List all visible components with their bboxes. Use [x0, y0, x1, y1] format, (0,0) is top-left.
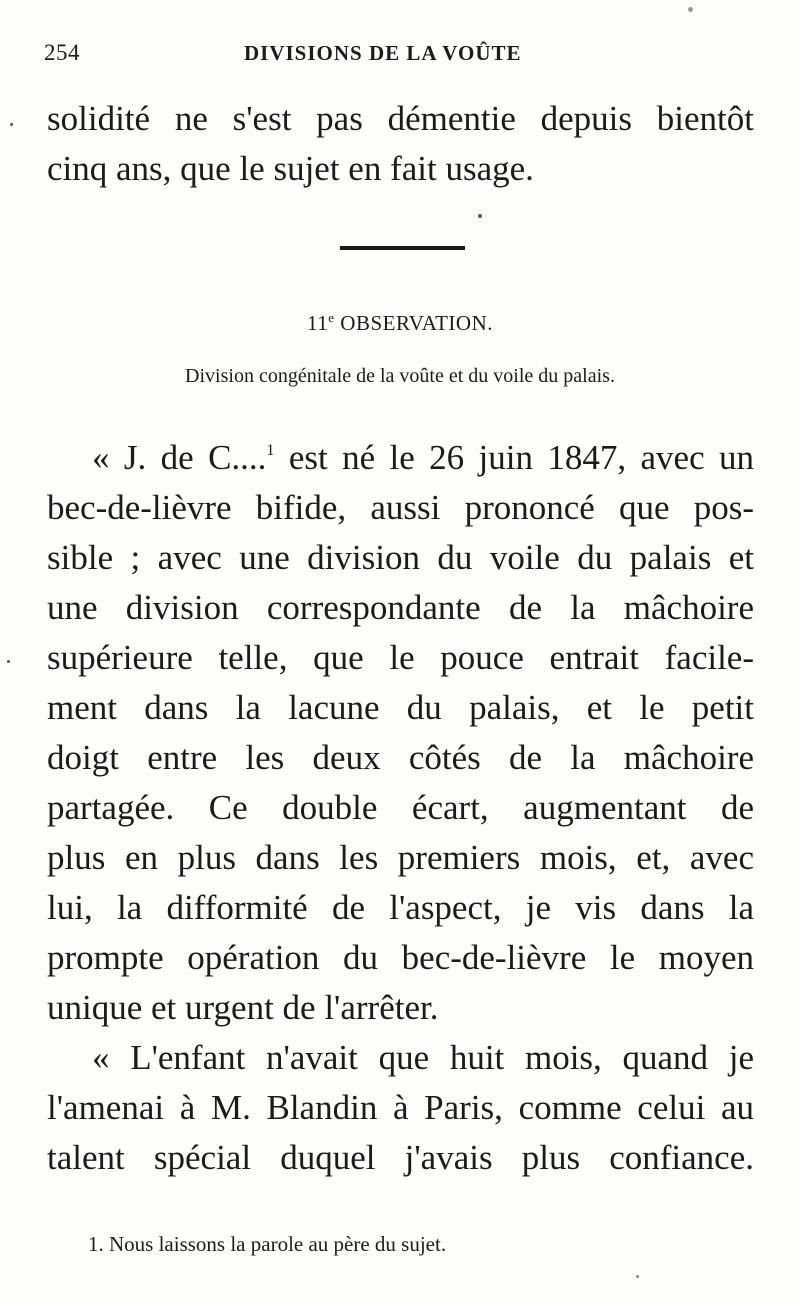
observation-subtitle: Division congénitale de la voûte et du voile du palais.	[185, 365, 615, 387]
running-title: DIVISIONS DE LA VOÛTE	[244, 41, 522, 65]
observation-number-suffix: e	[328, 310, 335, 325]
paragraph-1-opening-rest: est né le 26 juin 1847, avec un	[288, 438, 755, 477]
observation-heading	[0, 310, 800, 336]
paragraph-1-line: doigt entre les deux côtés de la mâchoire	[47, 738, 754, 777]
paragraph-1-line: lui, la difformité de l'aspect, je vis dans la	[47, 888, 754, 927]
paragraph-2-line: « L'enfant n'avait que huit mois, quand je	[92, 1038, 754, 1077]
observation-title: OBSERVATION.	[340, 311, 493, 335]
paragraph-1-line: une division correspondante de la mâchoire	[47, 588, 754, 627]
paragraph-1-line: bec-de-lièvre bifide, aussi prononcé que pos-	[47, 488, 754, 527]
scan-speck	[478, 214, 482, 218]
paragraph-1-line: partagée. Ce double écart, augmentant de	[47, 788, 754, 827]
footnote-reference: 1	[266, 442, 275, 459]
paragraph-2-line: l'amenai à M. Blandin à Paris, comme celui au	[47, 1088, 754, 1127]
continuation-line-2: cinq ans, que le sujet en fait usage.	[47, 149, 534, 188]
scan-speck	[7, 660, 10, 663]
running-header	[44, 40, 756, 70]
scan-speck	[688, 7, 693, 12]
paragraph-1-opening: « J. de C....	[92, 438, 267, 477]
paragraph-1-line: unique et urgent de l'arrêter.	[47, 988, 439, 1027]
paragraph-1-line: sible ; avec une division du voile du palais et	[47, 538, 754, 577]
scan-speck	[10, 123, 13, 126]
section-divider	[340, 246, 465, 250]
paragraph-1-line-1	[92, 433, 754, 483]
footnote-marker: 1.	[88, 1232, 104, 1256]
footnote-text: Nous laissons la parole au père du sujet.	[109, 1232, 447, 1256]
paragraph-1-line: supérieure telle, que le pouce entrait facile-	[47, 638, 754, 677]
paragraph-2-line: talent spécial duquel j'avais plus confiance.	[47, 1138, 754, 1177]
observation-number: 11e	[307, 310, 335, 335]
scan-speck	[636, 1275, 639, 1278]
footnote	[88, 1232, 446, 1257]
paragraph-1-line: plus en plus dans les premiers mois, et, avec	[47, 838, 754, 877]
paragraph-1-line: ment dans la lacune du palais, et le petit	[47, 688, 754, 727]
page-number: 254	[44, 40, 80, 65]
paragraph-1-line: prompte opération du bec-de-lièvre le moyen	[47, 938, 754, 977]
continuation-line-1: solidité ne s'est pas démentie depuis bientôt	[47, 99, 754, 138]
